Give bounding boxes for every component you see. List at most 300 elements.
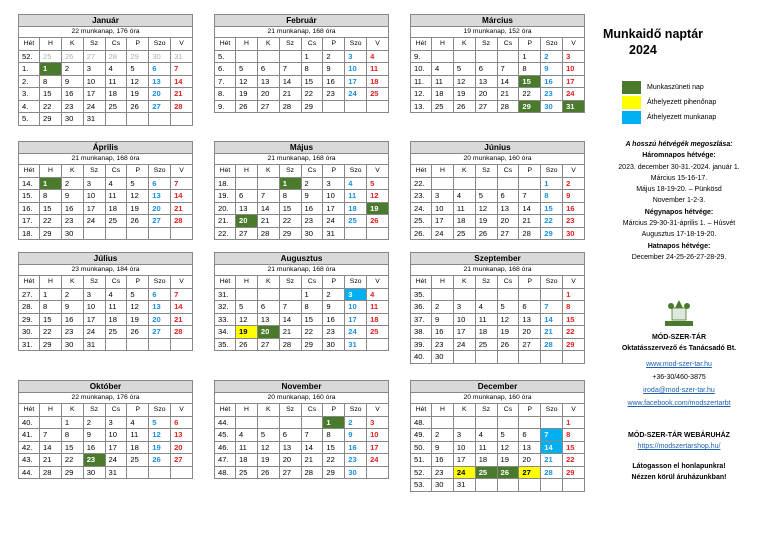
day-cell: 13 xyxy=(475,75,497,88)
calendar-title xyxy=(603,26,703,58)
week-number: 11. xyxy=(411,75,432,88)
week-number: 20. xyxy=(215,202,236,215)
day-cell xyxy=(541,479,563,492)
day-cell: 20 xyxy=(279,454,301,467)
column-header: Cs xyxy=(497,404,519,417)
rest-swatch xyxy=(622,96,641,109)
day-cell xyxy=(171,113,193,126)
column-header: P xyxy=(519,276,541,289)
column-header: Szo xyxy=(149,276,171,289)
day-cell xyxy=(497,351,519,364)
week-number: 38. xyxy=(411,326,432,339)
day-cell xyxy=(40,416,62,429)
day-cell: 22 xyxy=(301,326,323,339)
weekend-line: Március 15-16-17. xyxy=(650,174,708,182)
day-cell xyxy=(83,227,105,240)
column-header: K xyxy=(257,38,279,51)
month-block xyxy=(410,14,585,113)
week-row xyxy=(19,215,193,228)
day-cell xyxy=(257,177,279,190)
day-cell: 26 xyxy=(127,215,149,228)
month-name: Április xyxy=(18,141,193,154)
day-cell: 16 xyxy=(61,313,83,326)
day-cell xyxy=(475,351,497,364)
legend-item-holiday xyxy=(622,81,704,94)
week-row xyxy=(215,63,389,76)
day-cell: 25 xyxy=(105,100,127,113)
day-cell: 18 xyxy=(367,313,389,326)
day-cell: 7 xyxy=(497,63,519,76)
month-block xyxy=(18,141,193,240)
day-cell: 1 xyxy=(40,288,62,301)
column-header: Hét xyxy=(215,276,236,289)
day-cell: 31 xyxy=(563,100,585,113)
month-table xyxy=(18,37,193,126)
day-cell: 22 xyxy=(541,215,563,228)
day-cell: 9 xyxy=(301,190,323,203)
shop-link[interactable]: https://modszertarshop.hu/ xyxy=(637,443,721,451)
week-number: 47. xyxy=(215,454,236,467)
day-cell: 9 xyxy=(323,63,345,76)
day-cell xyxy=(563,479,585,492)
week-number: 48. xyxy=(411,416,432,429)
day-cell: 21 xyxy=(541,326,563,339)
legend-label: Áthelyezett munkanap xyxy=(647,114,717,121)
day-cell: 6 xyxy=(149,177,171,190)
day-cell: 28 xyxy=(301,466,323,479)
column-header: Cs xyxy=(497,165,519,178)
column-header: Cs xyxy=(301,404,323,417)
day-cell: 11 xyxy=(453,202,475,215)
day-cell: 26 xyxy=(236,100,258,113)
day-cell: 12 xyxy=(127,301,149,314)
day-cell: 1 xyxy=(563,288,585,301)
title-year: 2024 xyxy=(629,43,657,57)
day-cell: 20 xyxy=(236,215,258,228)
column-header: Szo xyxy=(149,38,171,51)
column-header: Cs xyxy=(105,38,127,51)
day-cell: 25 xyxy=(453,227,475,240)
shop-heading: MÓD-SZER-TÁR WEBÁRUHÁZ xyxy=(628,432,730,439)
day-cell: 23 xyxy=(323,88,345,101)
day-cell: 19 xyxy=(127,202,149,215)
week-number: 9. xyxy=(411,50,432,63)
day-cell: 13 xyxy=(171,429,193,442)
day-cell: 12 xyxy=(497,313,519,326)
column-header: Szo xyxy=(541,276,563,289)
day-cell: 10 xyxy=(345,63,367,76)
day-cell: 3 xyxy=(345,288,367,301)
day-cell: 19 xyxy=(475,215,497,228)
day-cell xyxy=(236,416,258,429)
day-cell xyxy=(345,100,367,113)
day-cell: 23 xyxy=(61,326,83,339)
day-cell: 11 xyxy=(105,301,127,314)
day-cell: 22 xyxy=(563,326,585,339)
column-header: Hét xyxy=(19,165,40,178)
day-cell: 29 xyxy=(40,227,62,240)
week-number: 48. xyxy=(215,466,236,479)
day-cell: 8 xyxy=(519,63,541,76)
week-row xyxy=(215,301,389,314)
day-cell: 5 xyxy=(453,63,475,76)
weekend-line: Augusztus 17-18-19-20. xyxy=(641,231,717,239)
week-row xyxy=(19,177,193,190)
day-cell xyxy=(519,479,541,492)
day-cell: 10 xyxy=(323,190,345,203)
week-row xyxy=(411,441,585,454)
week-row xyxy=(215,177,389,190)
week-number: 46. xyxy=(215,441,236,454)
day-cell xyxy=(497,479,519,492)
week-row xyxy=(411,466,585,479)
month-workdays: 22 munkanap, 176 óra xyxy=(18,393,193,403)
week-number: 3. xyxy=(19,88,40,101)
website-link[interactable]: www.mod-szer-tar.hu xyxy=(646,360,712,368)
day-cell xyxy=(475,50,497,63)
column-header: K xyxy=(61,404,83,417)
day-cell: 11 xyxy=(345,190,367,203)
weekend-line: Március 29-30-31-április 1. – Húsvét xyxy=(622,220,736,228)
week-row xyxy=(411,301,585,314)
day-cell: 15 xyxy=(40,313,62,326)
legend-label: Áthelyezett pihenőnap xyxy=(647,99,717,106)
day-cell: 3 xyxy=(453,429,475,442)
column-header: V xyxy=(367,38,389,51)
four-day-heading: Négynapos hétvége: xyxy=(644,208,714,216)
month-name: Március xyxy=(410,14,585,27)
week-row xyxy=(411,416,585,429)
day-cell: 6 xyxy=(171,416,193,429)
week-number: 5. xyxy=(19,113,40,126)
day-cell: 7 xyxy=(519,190,541,203)
day-cell: 24 xyxy=(83,215,105,228)
week-row xyxy=(19,190,193,203)
day-cell: 15 xyxy=(40,202,62,215)
column-header: Hét xyxy=(411,404,432,417)
day-cell: 11 xyxy=(475,313,497,326)
day-cell: 27 xyxy=(279,466,301,479)
column-header: V xyxy=(563,404,585,417)
day-cell: 8 xyxy=(61,429,83,442)
week-number: 14. xyxy=(19,177,40,190)
day-cell: 9 xyxy=(541,63,563,76)
day-cell: 21 xyxy=(541,454,563,467)
month-block xyxy=(18,380,193,479)
day-cell xyxy=(257,416,279,429)
day-cell: 13 xyxy=(257,313,279,326)
day-cell: 8 xyxy=(40,75,62,88)
column-header: P xyxy=(323,276,345,289)
week-row xyxy=(215,429,389,442)
day-cell: 18 xyxy=(367,75,389,88)
facebook-link[interactable]: www.facebook.com/modszertarbt xyxy=(627,400,731,408)
day-cell: 29 xyxy=(127,50,149,63)
day-cell: 21 xyxy=(497,88,519,101)
day-cell: 5 xyxy=(236,63,258,76)
week-row xyxy=(19,288,193,301)
day-cell: 22 xyxy=(301,88,323,101)
day-cell: 7 xyxy=(257,190,279,203)
column-header: V xyxy=(563,165,585,178)
column-header: Szo xyxy=(345,276,367,289)
day-cell: 27 xyxy=(149,326,171,339)
day-cell: 23 xyxy=(541,88,563,101)
month-table xyxy=(410,164,585,240)
week-number: 49. xyxy=(411,429,432,442)
week-row xyxy=(19,441,193,454)
week-number: 15. xyxy=(19,190,40,203)
day-cell: 12 xyxy=(236,75,258,88)
day-cell: 10 xyxy=(83,190,105,203)
column-header: Sz xyxy=(83,404,105,417)
week-row xyxy=(411,313,585,326)
legend-label: Munkaszüneti nap xyxy=(647,84,704,91)
month-table xyxy=(18,164,193,240)
day-cell xyxy=(432,50,454,63)
week-row xyxy=(19,416,193,429)
day-cell: 14 xyxy=(171,190,193,203)
day-cell: 4 xyxy=(475,301,497,314)
week-number: 52. xyxy=(19,50,40,63)
day-cell: 21 xyxy=(40,454,62,467)
day-cell: 15 xyxy=(301,75,323,88)
long-weekends xyxy=(590,139,768,263)
day-cell: 31 xyxy=(83,338,105,351)
day-cell: 29 xyxy=(563,466,585,479)
day-cell: 28 xyxy=(279,100,301,113)
day-cell: 31 xyxy=(83,113,105,126)
day-cell xyxy=(105,227,127,240)
column-header: Szo xyxy=(149,165,171,178)
day-cell: 22 xyxy=(61,454,83,467)
month-block xyxy=(410,252,585,364)
column-header: K xyxy=(61,276,83,289)
day-cell: 17 xyxy=(453,326,475,339)
day-cell xyxy=(105,113,127,126)
day-cell xyxy=(367,100,389,113)
day-cell: 23 xyxy=(61,100,83,113)
day-cell: 21 xyxy=(279,88,301,101)
week-number: 21. xyxy=(215,215,236,228)
column-header: V xyxy=(171,165,193,178)
day-cell: 24 xyxy=(345,326,367,339)
week-number: 7. xyxy=(215,75,236,88)
month-block xyxy=(18,252,193,351)
week-row xyxy=(215,441,389,454)
day-cell: 24 xyxy=(83,100,105,113)
weekend-line: December 24-25-26-27-28-29. xyxy=(631,253,727,261)
day-cell: 13 xyxy=(279,441,301,454)
day-cell xyxy=(453,288,475,301)
column-header: P xyxy=(519,165,541,178)
month-name: Augusztus xyxy=(214,252,389,265)
day-cell: 5 xyxy=(497,301,519,314)
day-cell xyxy=(432,416,454,429)
day-cell: 8 xyxy=(279,190,301,203)
column-header: V xyxy=(367,404,389,417)
day-cell: 25 xyxy=(367,88,389,101)
month-block xyxy=(214,141,389,240)
day-cell xyxy=(149,113,171,126)
weekend-line: Május 18-19-20. – Pünkösd xyxy=(636,186,722,194)
day-cell: 7 xyxy=(171,63,193,76)
week-row xyxy=(19,50,193,63)
day-cell: 23 xyxy=(301,215,323,228)
day-cell: 17 xyxy=(345,313,367,326)
day-cell: 27 xyxy=(519,338,541,351)
day-cell: 16 xyxy=(61,88,83,101)
column-header: Sz xyxy=(475,165,497,178)
day-cell: 26 xyxy=(236,338,258,351)
day-cell: 26 xyxy=(367,215,389,228)
day-cell: 5 xyxy=(127,63,149,76)
column-header: Sz xyxy=(475,404,497,417)
week-number: 5. xyxy=(215,50,236,63)
email-link[interactable]: iroda@mod-szer-tar.hu xyxy=(643,387,715,395)
column-header: H xyxy=(236,404,258,417)
day-cell: 12 xyxy=(257,441,279,454)
day-cell: 30 xyxy=(61,227,83,240)
day-cell xyxy=(519,288,541,301)
day-cell: 20 xyxy=(257,88,279,101)
day-cell xyxy=(541,288,563,301)
day-cell: 16 xyxy=(345,441,367,454)
month-table xyxy=(410,37,585,113)
column-header: Sz xyxy=(83,276,105,289)
logo-icon xyxy=(659,298,699,328)
company-subtitle: Oktatásszervező és Tanácsadó Bt. xyxy=(621,345,737,353)
day-cell: 28 xyxy=(40,466,62,479)
column-header: Cs xyxy=(497,38,519,51)
day-cell: 21 xyxy=(171,313,193,326)
day-cell: 11 xyxy=(105,190,127,203)
week-number: 18. xyxy=(19,227,40,240)
month-name: Február xyxy=(214,14,389,27)
day-cell: 1 xyxy=(301,288,323,301)
day-cell: 14 xyxy=(541,313,563,326)
month-block xyxy=(410,380,585,492)
day-cell xyxy=(541,416,563,429)
day-cell: 18 xyxy=(475,454,497,467)
day-cell: 21 xyxy=(301,454,323,467)
day-cell: 3 xyxy=(432,190,454,203)
day-cell: 10 xyxy=(83,301,105,314)
day-cell: 6 xyxy=(519,301,541,314)
day-cell: 17 xyxy=(563,75,585,88)
day-cell: 22 xyxy=(519,88,541,101)
day-cell: 8 xyxy=(301,63,323,76)
week-row xyxy=(411,88,585,101)
column-header: V xyxy=(367,276,389,289)
week-row xyxy=(19,454,193,467)
day-cell: 21 xyxy=(171,202,193,215)
day-cell: 22 xyxy=(563,454,585,467)
day-cell: 28 xyxy=(519,227,541,240)
column-header: Hét xyxy=(215,38,236,51)
day-cell: 27 xyxy=(475,100,497,113)
column-header: Sz xyxy=(475,38,497,51)
week-row xyxy=(19,338,193,351)
day-cell: 24 xyxy=(563,88,585,101)
column-header: H xyxy=(40,276,62,289)
day-cell: 13 xyxy=(519,441,541,454)
week-number: 45. xyxy=(215,429,236,442)
day-cell: 11 xyxy=(236,441,258,454)
day-cell xyxy=(519,177,541,190)
day-cell: 12 xyxy=(127,190,149,203)
month-workdays: 20 munkanap, 160 óra xyxy=(214,393,389,403)
day-cell: 20 xyxy=(171,441,193,454)
day-cell: 5 xyxy=(127,288,149,301)
day-cell: 11 xyxy=(127,429,149,442)
column-header: Sz xyxy=(83,38,105,51)
day-cell: 7 xyxy=(541,429,563,442)
day-cell: 26 xyxy=(453,100,475,113)
day-cell: 6 xyxy=(497,190,519,203)
week-row xyxy=(411,227,585,240)
day-cell: 7 xyxy=(541,301,563,314)
day-cell: 29 xyxy=(541,227,563,240)
month-workdays: 21 munkanap, 168 óra xyxy=(214,154,389,164)
day-cell: 19 xyxy=(453,88,475,101)
day-cell: 26 xyxy=(475,227,497,240)
week-row xyxy=(411,190,585,203)
month-name: Július xyxy=(18,252,193,265)
day-cell: 17 xyxy=(323,202,345,215)
column-header: H xyxy=(432,165,454,178)
day-cell: 18 xyxy=(105,88,127,101)
day-cell: 30 xyxy=(541,100,563,113)
day-cell: 1 xyxy=(40,177,62,190)
week-number: 41. xyxy=(19,429,40,442)
day-cell: 24 xyxy=(453,466,475,479)
day-cell: 1 xyxy=(563,416,585,429)
day-cell: 18 xyxy=(345,202,367,215)
day-cell: 23 xyxy=(563,215,585,228)
day-cell: 30 xyxy=(61,113,83,126)
day-cell: 17 xyxy=(105,441,127,454)
day-cell: 12 xyxy=(127,75,149,88)
day-cell: 31 xyxy=(171,50,193,63)
day-cell xyxy=(453,416,475,429)
column-header: P xyxy=(323,404,345,417)
column-header: P xyxy=(323,165,345,178)
week-row xyxy=(411,202,585,215)
day-cell: 16 xyxy=(301,202,323,215)
week-number: 43. xyxy=(19,454,40,467)
day-cell: 9 xyxy=(61,75,83,88)
week-number: 25. xyxy=(411,215,432,228)
day-cell: 27 xyxy=(149,100,171,113)
day-cell: 5 xyxy=(236,301,258,314)
day-cell: 24 xyxy=(323,215,345,228)
day-cell: 2 xyxy=(323,50,345,63)
day-cell: 6 xyxy=(475,63,497,76)
column-header: Cs xyxy=(301,38,323,51)
day-cell: 25 xyxy=(475,466,497,479)
day-cell: 29 xyxy=(563,338,585,351)
week-row xyxy=(215,227,389,240)
day-cell: 29 xyxy=(301,338,323,351)
week-row xyxy=(215,326,389,339)
day-cell xyxy=(279,50,301,63)
day-cell: 10 xyxy=(453,441,475,454)
month-table xyxy=(214,403,389,479)
day-cell: 23 xyxy=(61,215,83,228)
day-cell: 3 xyxy=(453,301,475,314)
legend-item-work xyxy=(622,111,716,124)
